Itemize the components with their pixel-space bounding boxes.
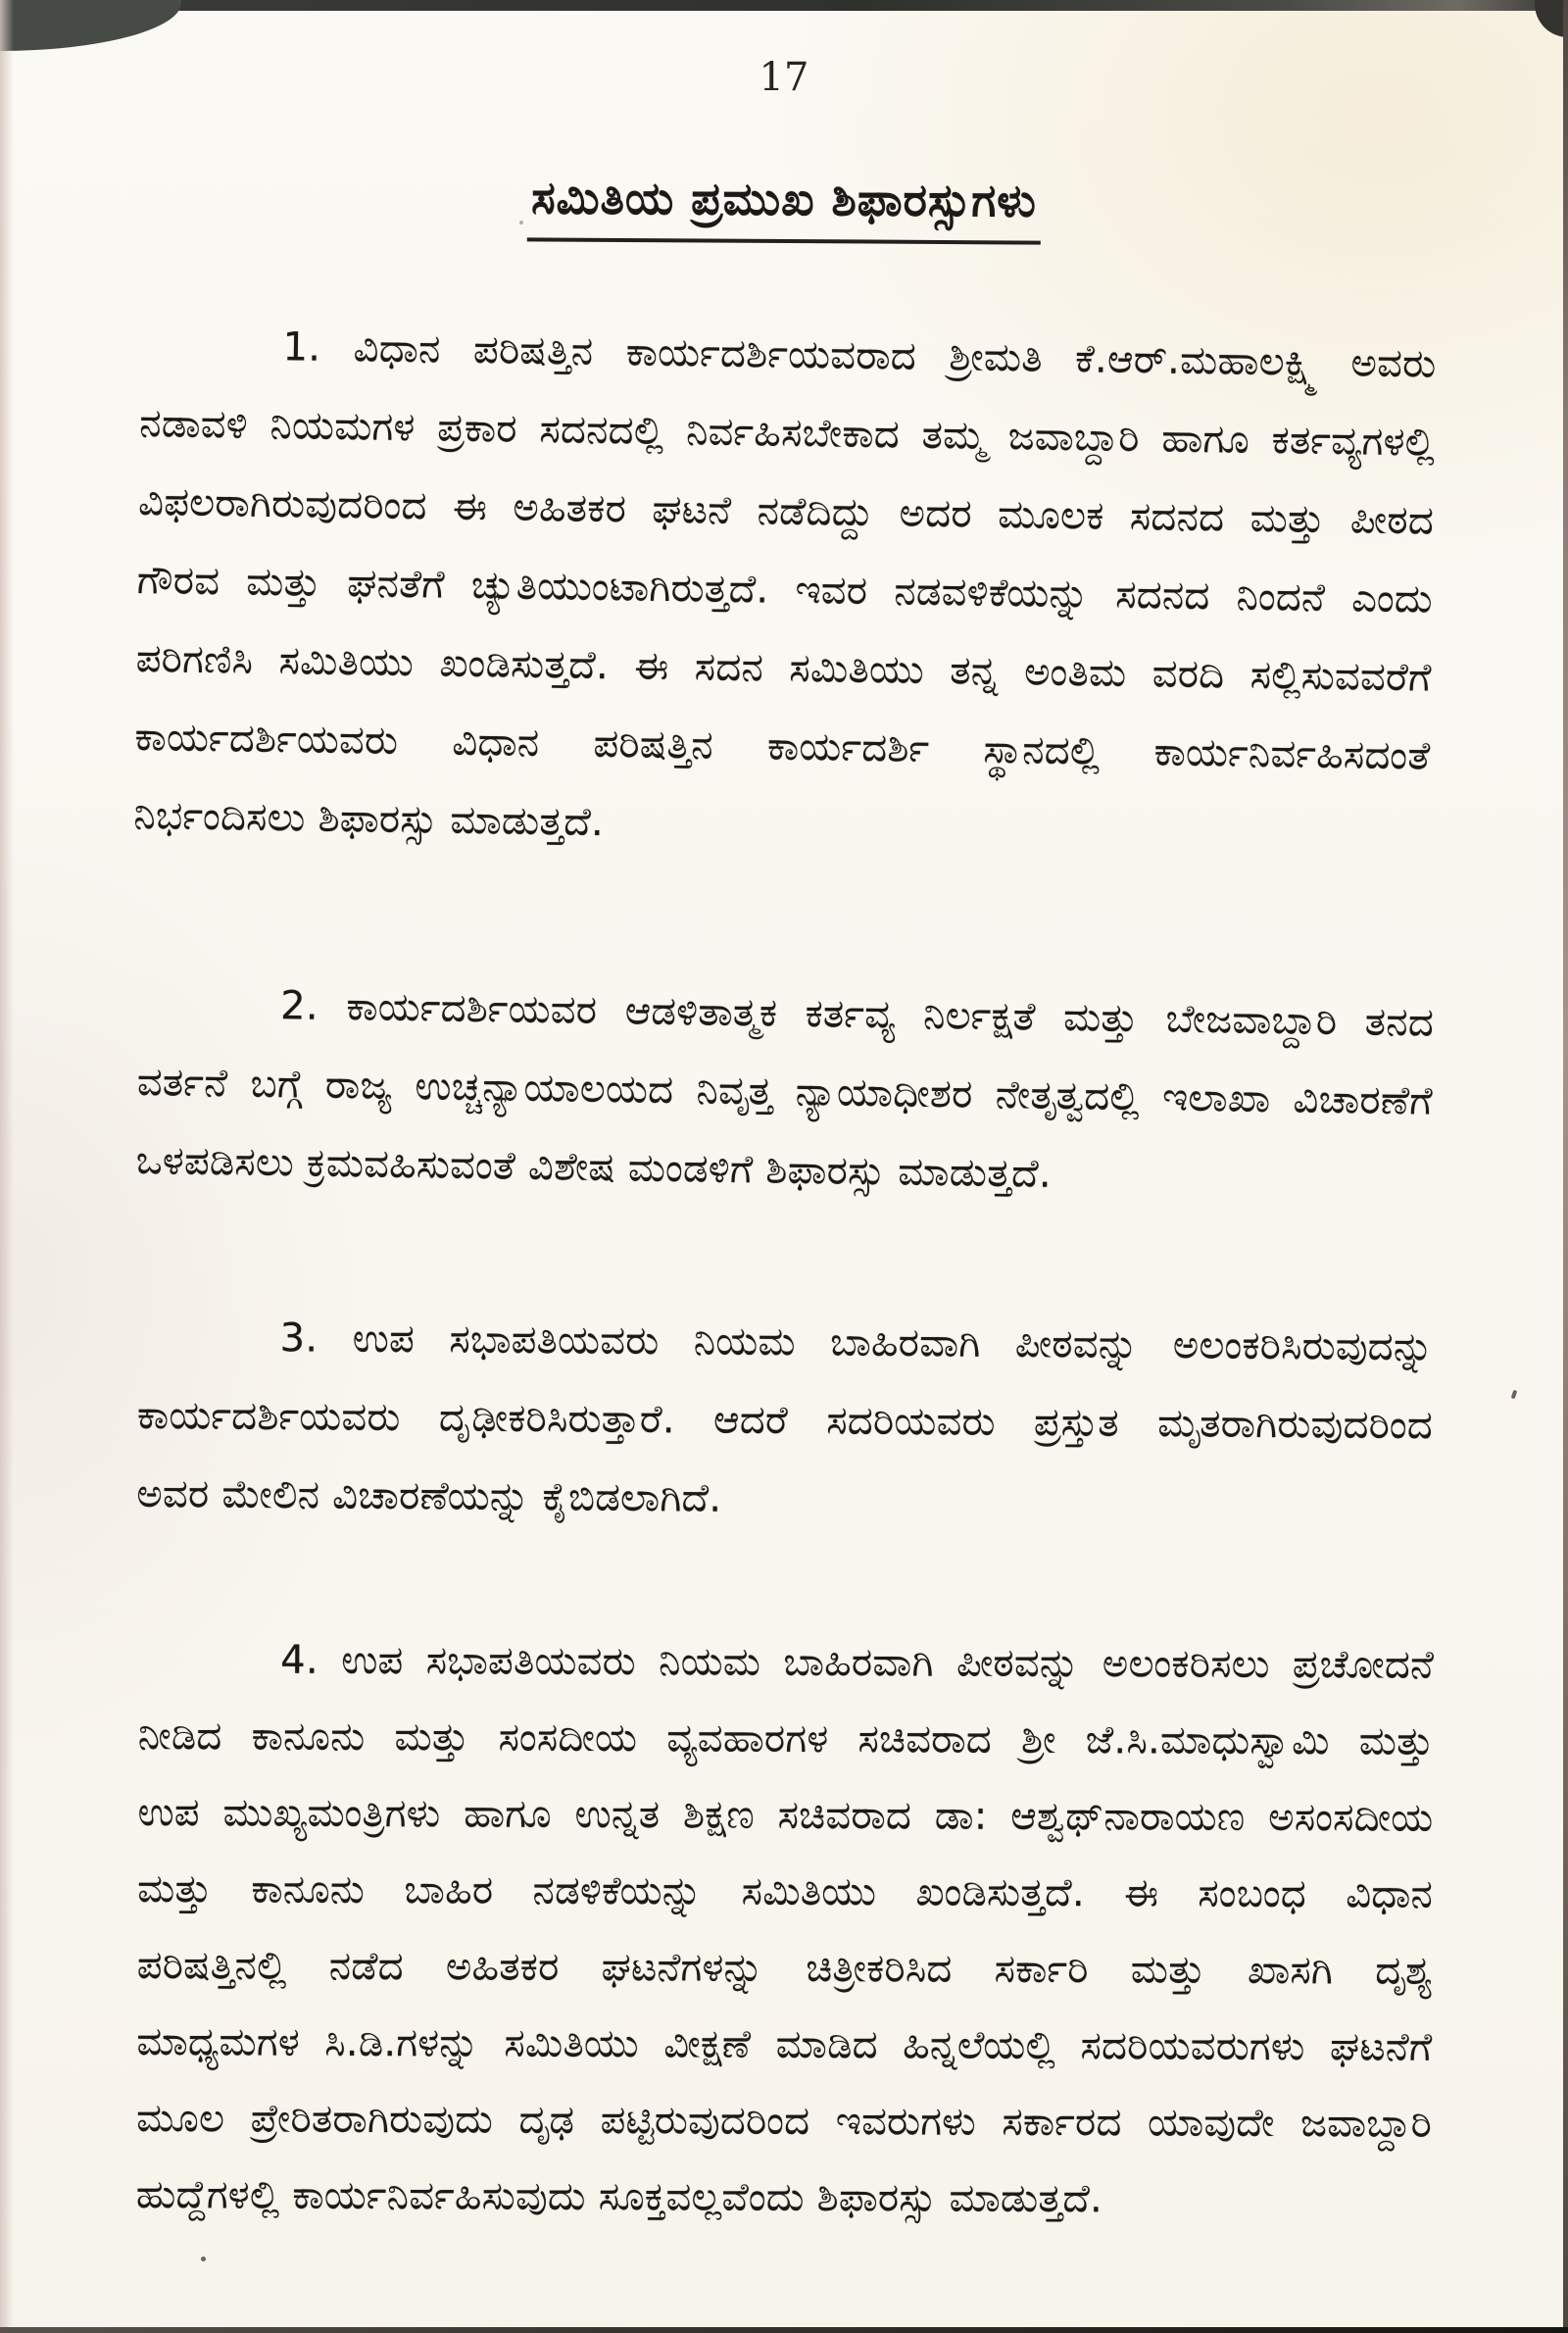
text-line: ಗೌರವ ಮತ್ತು ಘನತೆಗೆ ಚ್ಯುತಿಯುಂಟಾಗಿರುತ್ತದೆ. ಇವರ ನಡವಳಿಕೆಯನ್ನು ಸದನದ ನಿಂದನೆ ಎಂದು [136,558,1434,622]
scan-speck [201,2257,206,2261]
scan-corner-top-left [0,0,181,51]
scan-edge-left [0,0,14,2333]
paragraph-3 [136,1298,1434,1543]
text-line: ಕಾರ್ಯದರ್ಶಿಯವರು ದೃಢೀಕರಿಸಿರುತ್ತಾರೆ. ಆದರೆ ಸದರಿಯವರು ಪ್ರಸ್ತುತ ಮೃತರಾಗಿರುವುದರಿಂದ [136,1393,1434,1449]
text-line: ಅವರ ಮೇಲಿನ ವಿಚಾರಣೆಯನ್ನು ಕೈಬಿಡಲಾಗಿದೆ. [136,1470,722,1521]
page-number: 17 [759,55,809,100]
scan-edge-right [1563,0,1568,2333]
text-line: 2. ಕಾರ್ಯದರ್ಶಿಯವರ ಆಡಳಿತಾತ್ಮಕ ಕರ್ತವ್ಯ ನಿರ್ಲಕ್ಷತೆ ಮತ್ತು ಬೇಜವಾಬ್ದಾರಿ ತನದ [279,983,1435,1046]
scan-edge-bottom [0,2327,1568,2333]
scan-edge-top [0,0,1568,11]
text-line: 3. ಉಪ ಸಭಾಪತಿಯವರು ನಿಯಮ ಬಾಹಿರವಾಗಿ ಪೀಠವನ್ನು ಅಲಂಕರಿಸಿರುವುದನ್ನು [279,1315,1434,1370]
text-line: 4. ಉಪ ಸಭಾಪತಿಯವರು ನಿಯಮ ಬಾಹಿರವಾಗಿ ಪೀಠವನ್ನು ಅಲಂಕರಿಸಲು ಪ್ರಚೋದನೆ [280,1637,1435,1688]
text-line: ಕಾರ್ಯದರ್ಶಿಯವರು ವಿಧಾನ ಪರಿಷತ್ತಿನ ಕಾರ್ಯದರ್ಶಿ ಸ್ಥಾನದಲ್ಲಿ ಕಾರ್ಯನಿರ್ವಹಿಸದಂತೆ [134,714,1431,779]
scan-speck [1511,1390,1518,1400]
text-line: ಮೂಲ ಪ್ರೇರಿತರಾಗಿರುವುದು ದೃಢ ಪಟ್ಟಿರುವುದರಿಂದ ಇವರುಗಳು ಸರ್ಕಾರದ ಯಾವುದೇ ಜವಾಬ್ದಾರಿ [136,2095,1433,2147]
title-row [0,168,1568,248]
scan-speck [519,221,523,224]
text-line: ಪರಿಗಣಿಸಿ ಸಮಿತಿಯು ಖಂಡಿಸುತ್ತದೆ. ಈ ಸದನ ಸಮಿತಿಯು ತನ್ನ ಅಂತಿಮ ವರದಿ ಸಲ್ಲಿಸುವವರೆಗೆ [135,635,1433,701]
text-line: ಹುದ್ದೆಗಳಲ್ಲಿ ಕಾರ್ಯನಿರ್ವಹಿಸುವುದು ಸೂಕ್ತವಲ್ಲವೆಂದು ಶಿಫಾರಸ್ಸು ಮಾಡುತ್ತದೆ. [135,2171,1103,2222]
text-block [133,306,1437,2233]
text-line: ನಿರ್ಭಂದಿಸಲು ಶಿಫಾರಸ್ಸು ಮಾಡುತ್ತದೆ. [133,792,605,846]
paragraph-1 [133,306,1437,874]
text-line: ಉಪ ಮುಖ್ಯಮಂತ್ರಿಗಳು ಹಾಗೂ ಉನ್ನತ ಶಿಕ್ಷಣ ಸಚಿವರಾದ ಡಾ: ಆಶ್ವಥ್‌ನಾರಾಯಣ ಅಸಂಸದೀಯ [137,1790,1434,1841]
paragraph-4 [136,1621,1435,2239]
text-line: 1. ವಿಧಾನ ಪರಿಷತ್ತಿನ ಕಾರ್ಯದರ್ಶಿಯವರಾದ ಶ್ರೀಮತಿ ಕೆ.ಆರ್.ಮಹಾಲಕ್ಷ್ಮಿ ಅವರು [282,324,1437,387]
text-line: ಪರಿಷತ್ತಿನಲ್ಲಿ ನಡೆದ ಅಹಿತಕರ ಘಟನೆಗಳನ್ನು ಚಿತ್ರೀಕರಿಸಿದ ಸರ್ಕಾರಿ ಮತ್ತು ಖಾಸಗಿ ದೃಶ್ಯ [136,1942,1433,1994]
paragraph-2 [135,965,1434,1219]
text-line: ವಿಫಲರಾಗಿರುವುದರಿಂದ ಈ ಅಹಿತಕರ ಘಟನೆ ನಡೆದಿದ್ದು ಅದರ ಮೂಲಕ ಸದನದ ಮತ್ತು ಪೀಠದ [137,479,1435,544]
text-line: ಮಾಧ್ಯಮಗಳ ಸಿ.ಡಿ.ಗಳನ್ನು ಸಮಿತಿಯು ವೀಕ್ಷಣೆ ಮಾಡಿದ ಹಿನ್ನಲೆಯಲ್ಲಿ ಸದರಿಯವರುಗಳು ಘಟನೆಗೆ [136,2018,1433,2070]
text-line: ನೀಡಿದ ಕಾನೂನು ಮತ್ತು ಸಂಸದೀಯ ವ್ಯವಹಾರಗಳ ಸಚಿವರಾದ ಶ್ರೀ ಜೆ.ಸಿ.ಮಾಧುಸ್ವಾಮಿ ಮತ್ತು [137,1713,1434,1764]
text-line: ನಡಾವಳಿ ನಿಯಮಗಳ ಪ್ರಕಾರ ಸದನದಲ್ಲಿ ನಿರ್ವಹಿಸಬೇಕಾದ ತಮ್ಮ ಜವಾಬ್ದಾರಿ ಹಾಗೂ ಕರ್ತವ್ಯಗಳಲ್ಲಿ [139,401,1436,466]
page-title: ಸಮಿತಿಯ ಪ್ರಮುಖ ಶಿಫಾರಸ್ಸುಗಳು [527,171,1041,244]
text-line: ಮತ್ತು ಕಾನೂನು ಬಾಹಿರ ನಡಳಿಕೆಯನ್ನು ಸಮಿತಿಯು ಖಂಡಿಸುತ್ತದೆ. ಈ ಸಂಬಂಧ ವಿಧಾನ [137,1866,1434,1917]
text-line: ಒಳಪಡಿಸಲು ಕ್ರಮವಹಿಸುವಂತೆ ವಿಶೇಷ ಮಂಡಳಿಗೆ ಶಿಫಾರಸ್ಸು ಮಾಡುತ್ತದೆ. [135,1137,1053,1197]
text-line: ವರ್ತನೆ ಬಗ್ಗೆ ರಾಜ್ಯ ಉಚ್ಚನ್ಯಾಯಾಲಯದ ನಿವೃತ್ತ ನ್ಯಾಯಾಧೀಶರ ನೇತೃತ್ವದಲ್ಲಿ ಇಲಾಖಾ ವಿಚಾರಣೆಗೆ [136,1060,1434,1124]
